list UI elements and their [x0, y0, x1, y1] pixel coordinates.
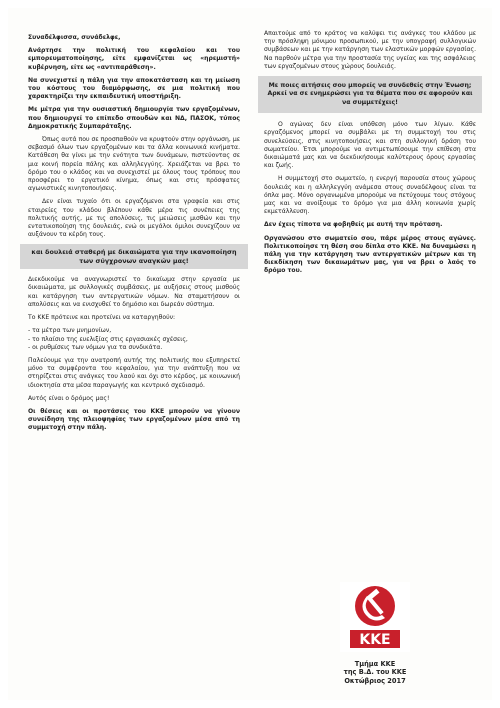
logo-text: ΚΚΕ	[359, 632, 391, 648]
paragraph: Να συνεχιστεί η πάλη για την αποκατάσταση και τη μείωση του κόστους του διαμόρφωσης, σε μια πολιτική που χαρακτηρίζει την εκπαιδευτική υποστήριξη.	[28, 76, 240, 101]
kke-logo	[340, 582, 410, 652]
paragraph: Αυτός είναι ο δρόμος μας!	[28, 394, 110, 402]
paragraph: Παλεύουμε για την ανατροπή αυτής της πολιτικής που εξυπηρετεί μόνο τα συμφέροντα του κεφαλαίου, για την ανάπτυξη που να στηρίζεται στις ανάγκες του λαού και όχι στο κέρδος, με κοινωνική ιδιοκτησία στα μέσα παραγωγής και κεντρικό σχεδιασμό.	[28, 356, 240, 389]
bullet-list	[28, 327, 240, 352]
sign-line: της Β.Δ. του ΚΚΕ	[343, 668, 407, 677]
sign-line: Οκτώβριος 2017	[344, 676, 406, 685]
paragraph: Απαιτούμε από το κράτος να καλύψει τις ανάγκες του κλάδου με την πρόσληψη μόνιμου προσωπικού, με την υπογραφή συλλογικών συμβάσεων και με την κατάργηση των ελαστικών μορφών εργασίας. Να παρθούν μέτρα για την προστασία της υγείας και της ασφάλειας των εργαζομένων στους χώρους δουλειάς.	[264, 30, 476, 70]
highlight-box: και δουλειά σταθερή με δικαιώματα για την ικανοποίηση των σύγχρονων αναγκών μας!	[20, 244, 248, 269]
paragraph: Δεν είναι τυχαίο ότι οι εργαζόμενοι στα γραφεία και στις εταιρείες του κλάδου βλέπουν κάθε μέρα τις συνέπειες της πολιτικής αυτής, με τις απολύσεις, τις μειώσεις μισθών και την εντατικοποίηση της δουλειάς, ενώ οι μεγάλοι όμιλοι συνεχίζουν να αυξάνουν τα κέρδη τους.	[28, 198, 240, 239]
greeting: Συναδέλφισσα, συνάδελφε,	[28, 34, 121, 41]
signature-block	[330, 660, 420, 685]
paragraph: Διεκδικούμε να αναγνωριστεί το δικαίωμα στην εργασία με δικαιώματα, με συλλογικές συμβάσεις, με αυξήσεις στους μισθούς και κατάργηση των αντεργατικών νόμων. Να σταματήσουν οι απολύσεις και να ενισχυθεί το δημόσιο και δωρεάν σύστημα.	[28, 276, 240, 308]
paragraph: Με μέτρα για την ουσιαστική δημιουργία των εργαζομένων, που δημιουργεί το επίπεδο σπουδών και ΝΔ, ΠΑΣΟΚ, τύπος Δημοκρατικής Συμπαράταξης.	[28, 106, 240, 130]
hammer-sickle-icon	[340, 582, 410, 652]
flyer-page	[8, 8, 492, 700]
left-column	[28, 34, 240, 438]
sign-line: Τμήμα ΚΚΕ	[354, 660, 396, 668]
highlight-box: Με ποιες αιτήσεις σου μπορείς να συνδεθείς στην Ένωση; Αρκεί να σε ενημερώσει για τα θέματα που σε αφορούν και να συμμετέχεις!	[258, 76, 482, 113]
paragraph: Ο αγώνας δεν είναι υπόθεση μόνο των λίγων. Κάθε εργαζόμενος μπορεί να συμβάλει με τη συμμετοχή του στις συνελεύσεις, στις κινητοποιήσεις και στη συλλογική δράση του σωματείου. Έτσι μπορούμε να αντιμετωπίσουμε την επίθεση στα δικαιώματά μας και να διεκδικήσουμε καλύτερους όρους εργασίας και ζωής.	[264, 121, 476, 170]
paragraph: Όπως αυτά που σε προσπαθούν να κρυφτούν στην οργάνωση, με σεβασμό όλων των εργαζομένων και τα άλλα κοινωνικά κινήματα. Κατάθεση θα γίνει με την ενότητα των δυνάμεων, πιστεύοντας σε μια κοινή πορεία πάλης και αλληλεγγύης. Χρειάζεται να βρει το δρόμο του ο κλάδος και να συνεχιστεί με όλους τους τρόπους που προσφέρει το εργατικό κίνημα, όπως και στις πρόσφατες αγωνιστικές κινητοποιήσεις.	[28, 136, 240, 193]
paragraph: Η συμμετοχή στο σωματείο, η ενεργή παρουσία στους χώρους δουλειάς και η αλληλεγγύη ανάμεσα στους συναδέλφους είναι τα όπλα μας. Μόνο οργανωμένα μπορούμε να πετύχουμε τους στόχους μας και να ανοίξουμε το δρόμο για μια άλλη κοινωνία χωρίς εκμετάλλευση.	[264, 175, 476, 216]
list-item: - τα μέτρα των μνημονίων,	[28, 327, 112, 335]
paragraph: Ανάρτησε την πολιτική του κεφαλαίου και του εμπορευματοποίησης, είτε εμφανίζεται ως «ηρεμιστή» κυβέρνηση, είτε ως «αντιπαράθεση».	[28, 47, 240, 71]
right-column	[264, 30, 476, 281]
paragraph: Οι θέσεις και οι προτάσεις του ΚΚΕ μπορούν να γίνουν συνείδηση της πλειοψηφίας των εργαζομένων μέσα από τη συμμετοχή στην πάλη.	[28, 407, 240, 432]
list-item: - το πλαίσιο της ευελιξίας στις εργασιακές σχέσεις,	[28, 335, 188, 343]
paragraph: Οργανώσου στο σωματείο σου, πάρε μέρος στους αγώνες. Πολιτικοποίησε τη θέση σου δίπλα στο ΚΚΕ. Να δυναμώσει η πάλη για την κατάργηση των αντεργατικών μέτρων και τη διεκδίκηση των δικαιωμάτων μας, για να βρει ο λαός το δρόμο του.	[264, 234, 476, 275]
list-item: - οι ρυθμίσεις των νόμων για τα συνδικάτα.	[28, 343, 163, 351]
paragraph: Δεν έχεις τίποτα να φοβηθείς με αυτή την πρόταση.	[264, 221, 443, 229]
paragraph: Το ΚΚΕ πρότεινε και προτείνει να καταργηθούν:	[28, 314, 176, 322]
